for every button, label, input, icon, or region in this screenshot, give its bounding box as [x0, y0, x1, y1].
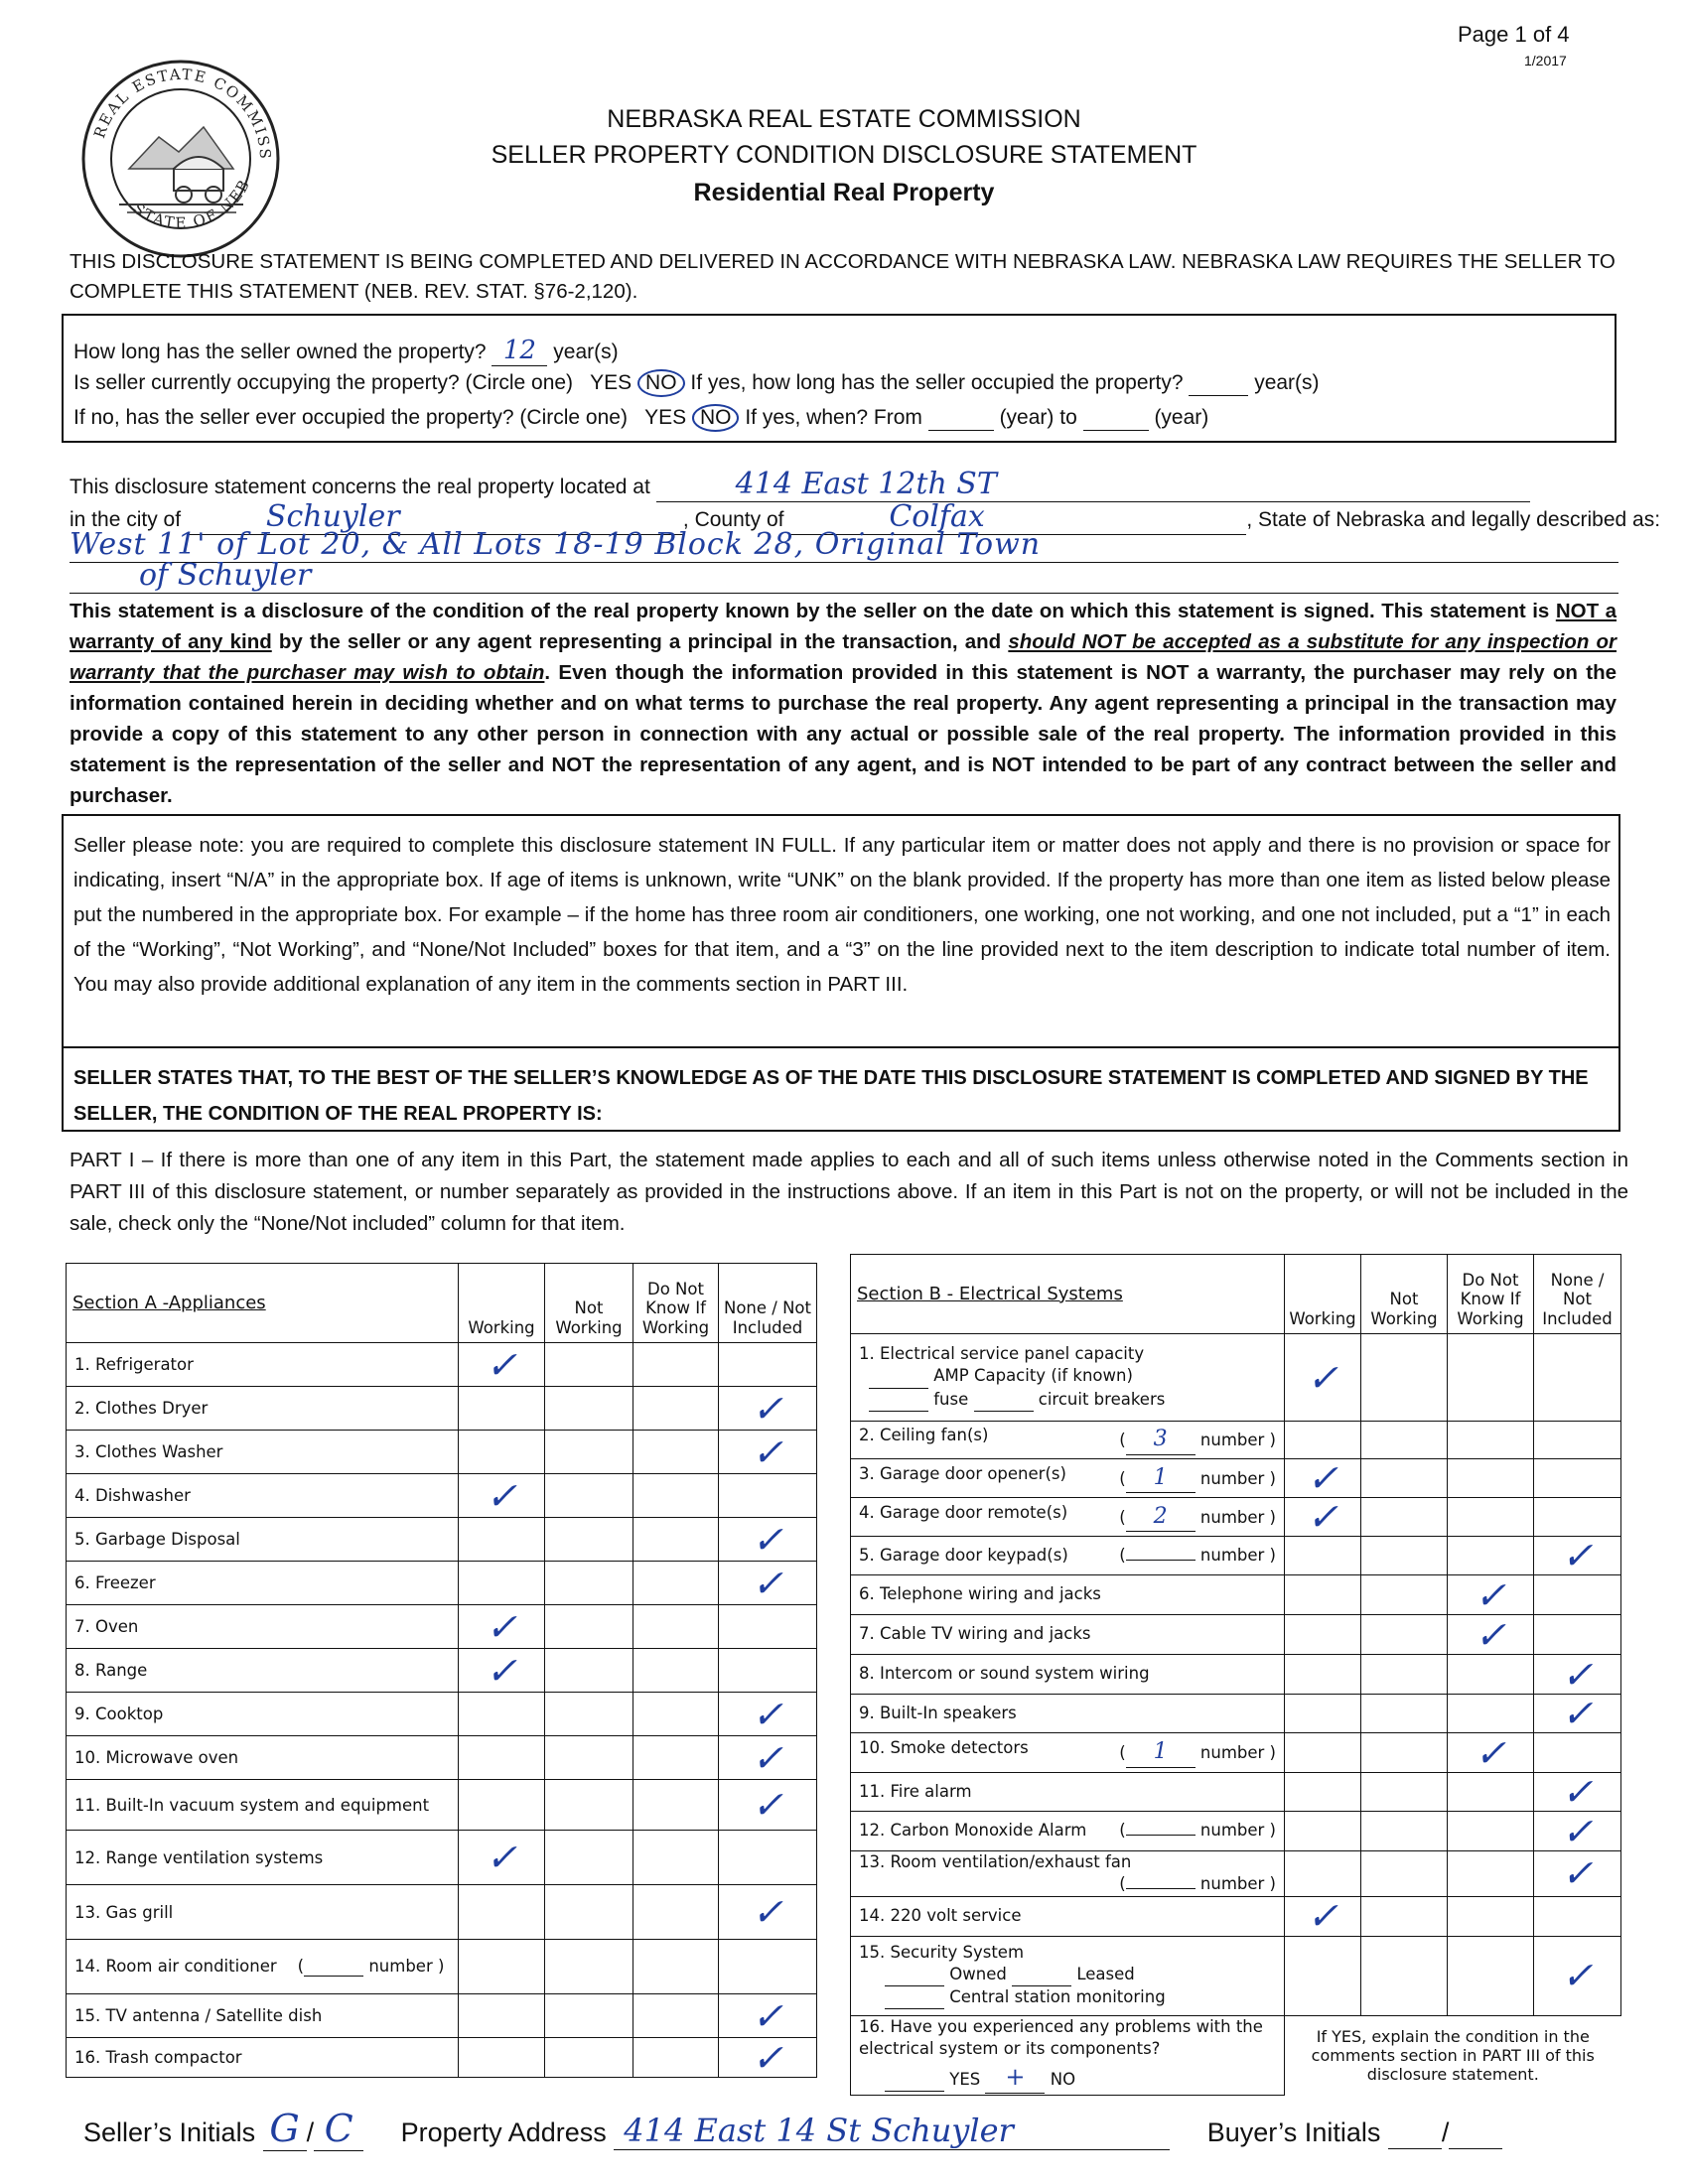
buyer-initials-label: Buyer’s Initials — [1206, 2117, 1381, 2147]
section-a-appliances-table — [66, 1263, 817, 2078]
status-cell-n[interactable] — [1534, 1422, 1621, 1459]
electrical-label: 16. Have you experienced any problems with the electrical system or its components? YES + NO — [851, 2015, 1285, 2095]
table-row — [67, 1780, 817, 1831]
seller-initials-1[interactable]: G — [263, 2107, 307, 2151]
status-cell-w[interactable] — [1285, 1695, 1361, 1733]
col-dont-know: Do Not Know If Working — [1448, 1255, 1534, 1334]
legal-description-line1[interactable]: West 11' of Lot 20, & All Lots 18-19 Block 28, Original Town — [70, 527, 1618, 563]
status-cell-nw[interactable] — [545, 1605, 633, 1649]
status-cell-w[interactable] — [1285, 1812, 1361, 1851]
checkmark: ✓ — [1561, 1851, 1594, 1896]
table-row — [851, 1655, 1621, 1695]
status-cell-nw[interactable] — [1361, 1896, 1448, 1936]
status-cell-w[interactable] — [1285, 1575, 1361, 1615]
seller-initials-2[interactable]: C — [314, 2107, 363, 2151]
status-cell-n[interactable] — [719, 1940, 817, 1994]
seller-initials-label: Seller’s Initials — [83, 2117, 256, 2147]
checkmark: ✓ — [1307, 1355, 1338, 1400]
status-cell-d[interactable] — [1448, 1422, 1534, 1459]
status-cell-nw[interactable] — [1361, 1334, 1448, 1422]
table-row — [67, 2038, 817, 2078]
status-cell-w[interactable] — [1285, 1773, 1361, 1812]
owned-years-value[interactable]: 12 — [492, 336, 547, 366]
appliance-label: 3. Clothes Washer — [67, 1431, 459, 1474]
status-cell-d[interactable] — [1448, 1695, 1534, 1733]
status-cell-nw[interactable] — [545, 1387, 633, 1431]
table-row — [851, 1537, 1621, 1575]
status-cell-nw[interactable] — [545, 2038, 633, 2078]
status-cell-nw[interactable] — [545, 1431, 633, 1474]
status-cell-w[interactable] — [459, 1885, 545, 1940]
status-cell-d[interactable] — [1448, 1498, 1534, 1537]
status-cell-w[interactable] — [459, 1780, 545, 1831]
checkmark: ✓ — [1475, 1730, 1506, 1775]
svg-text:STATE OF NEBRASKA: STATE OF NEB — [129, 175, 254, 232]
status-cell-n[interactable] — [719, 1885, 817, 1940]
electrical-label: 1. Electrical service panel capacity AMP Capacity (if known) fuse circuit breakers — [851, 1334, 1285, 1422]
status-cell-n[interactable] — [719, 1736, 817, 1780]
status-cell-d[interactable] — [1448, 1896, 1534, 1936]
checkmark: ✓ — [752, 1993, 783, 2038]
table-row — [851, 1615, 1621, 1655]
occupying-question: Is seller currently occupying the property? (Circle one) YES NO If yes, how long has the seller occupied the property? year(s) — [73, 369, 1320, 397]
table-row — [67, 1343, 817, 1387]
section-b-title: Section B - Electrical Systems — [851, 1255, 1285, 1334]
status-cell-d[interactable] — [633, 1649, 719, 1693]
checkmark: ✓ — [1307, 1456, 1338, 1500]
status-cell-n[interactable] — [1534, 1936, 1621, 2015]
page-number: Page 1 of 4 — [1458, 22, 1570, 47]
appliance-label: 15. TV antenna / Satellite dish — [67, 1994, 459, 2038]
table-row — [851, 2015, 1621, 2095]
col-none: None / Not Included — [1534, 1255, 1621, 1334]
status-cell-w[interactable] — [459, 2038, 545, 2078]
status-cell-d[interactable] — [633, 1562, 719, 1605]
part-one-instructions: PART I – If there is more than one of any item in this Part, the statement made applies to each and all of such items unless otherwise noted in the Comments section in PART III of this disclosure statement, or number separately as provided in the instructions above. If an item in this Part is not on the property, or will not be included in the sale, check only the “None/Not included” column for that item. — [70, 1149, 1628, 1235]
status-cell-nw[interactable] — [545, 1474, 633, 1518]
legal-description-line2[interactable]: of Schuyler — [70, 558, 1618, 594]
table-row — [851, 1733, 1621, 1773]
status-cell-d[interactable] — [1448, 1537, 1534, 1575]
status-cell-w[interactable] — [1285, 1733, 1361, 1773]
table-row — [67, 1885, 817, 1940]
property-address-label: Property Address — [400, 2117, 607, 2147]
status-cell-nw[interactable] — [1361, 1498, 1448, 1537]
electrical-label: 11. Fire alarm — [851, 1773, 1285, 1812]
electrical-label: 12. Carbon Monoxide Alarm ( number ) — [851, 1812, 1285, 1851]
status-cell-d[interactable] — [633, 1885, 719, 1940]
ever-occupied-question: If no, has the seller ever occupied the property? (Circle one) YES NO If yes, when? From (year) to (year) — [73, 404, 1208, 432]
property-address-field[interactable]: 414 East 12th ST — [656, 467, 1530, 502]
checkmark: ✓ — [752, 1890, 783, 1934]
status-cell-w[interactable] — [1285, 1894, 1361, 1939]
status-cell-w[interactable] — [459, 1343, 545, 1387]
status-cell-w[interactable] — [1285, 1655, 1361, 1695]
status-cell-n[interactable] — [719, 1994, 817, 2038]
occupying-no-circled[interactable]: NO — [637, 369, 685, 397]
appliance-label: 11. Built-In vacuum system and equipment — [67, 1780, 459, 1831]
appliance-label: 13. Gas grill — [67, 1885, 459, 1940]
status-cell-n[interactable] — [719, 1474, 817, 1518]
status-cell-d[interactable] — [633, 1605, 719, 1649]
status-cell-w[interactable] — [459, 1474, 545, 1518]
status-cell-n[interactable] — [1534, 1575, 1621, 1615]
col-not-working: Not Working — [1361, 1255, 1448, 1334]
seller-states-text: SELLER STATES THAT, TO THE BEST OF THE SELLER’S KNOWLEDGE AS OF THE DATE THIS DISCLOSURE STATEMENT IS COMPLETED AND SIGNED BY THE SELLER, THE CONDITION OF THE REAL PROPERTY IS: — [73, 1067, 1589, 1125]
status-cell-d[interactable] — [633, 1474, 719, 1518]
table-row — [851, 1695, 1621, 1733]
status-cell-n[interactable] — [1534, 1334, 1621, 1422]
table-row — [67, 1831, 817, 1885]
status-cell-n[interactable] — [719, 1343, 817, 1387]
status-cell-n[interactable] — [1534, 1770, 1621, 1814]
appliance-label: 10. Microwave oven — [67, 1736, 459, 1780]
status-cell-w[interactable] — [1285, 1334, 1361, 1422]
appliance-label: 12. Range ventilation systems — [67, 1831, 459, 1885]
electrical-label: 4. Garage door remote(s) ( 2 number ) — [851, 1498, 1285, 1537]
status-cell-w[interactable] — [459, 1562, 545, 1605]
electrical-label: 2. Ceiling fan(s) ( 3 number ) — [851, 1422, 1285, 1459]
status-cell-nw[interactable] — [1361, 1615, 1448, 1655]
status-cell-n[interactable] — [1534, 1534, 1621, 1577]
table-row — [851, 1459, 1621, 1498]
checkmark: ✓ — [1561, 1770, 1594, 1814]
appliance-label: 7. Oven — [67, 1605, 459, 1649]
checkmark: ✓ — [1307, 1894, 1338, 1939]
col-working: Working — [1285, 1255, 1361, 1334]
status-cell-d[interactable] — [633, 1736, 719, 1780]
status-cell-d[interactable] — [633, 2038, 719, 2078]
status-cell-n[interactable] — [1534, 1809, 1621, 1853]
status-cell-n[interactable] — [719, 1605, 817, 1649]
table-row — [67, 1518, 817, 1562]
checkmark: ✓ — [486, 1836, 517, 1879]
footer-property-address[interactable]: 414 East 14 St Schuyler — [614, 2112, 1170, 2150]
electrical-label: 15. Security System Owned Leased Central station monitoring — [851, 1936, 1285, 2015]
status-cell-nw[interactable] — [545, 1693, 633, 1736]
appliance-label: 4. Dishwasher — [67, 1474, 459, 1518]
table-row — [851, 1896, 1621, 1936]
checkmark: ✓ — [486, 1648, 517, 1693]
status-cell-nw[interactable] — [545, 1736, 633, 1780]
status-cell-w[interactable] — [1285, 1615, 1361, 1655]
status-cell-w[interactable] — [459, 1736, 545, 1780]
checkmark: ✓ — [1561, 1954, 1594, 1998]
status-cell-nw[interactable] — [1361, 1459, 1448, 1498]
status-cell-n[interactable] — [719, 1693, 817, 1736]
table-row — [67, 1562, 817, 1605]
checkmark: ✓ — [1561, 1809, 1594, 1853]
status-cell-nw[interactable] — [1361, 1936, 1448, 2015]
appliance-label: 6. Freezer — [67, 1562, 459, 1605]
status-cell-nw[interactable] — [1361, 1773, 1448, 1812]
electrical-label: 8. Intercom or sound system wiring — [851, 1655, 1285, 1695]
header-subtitle: Residential Real Property — [693, 179, 995, 206]
appliance-label: 8. Range — [67, 1649, 459, 1693]
appliance-label: 2. Clothes Dryer — [67, 1387, 459, 1431]
checkmark: ✓ — [1561, 1652, 1594, 1697]
form-date: 1/2017 — [1524, 53, 1567, 68]
explain-note: If YES, explain the condition in the comments section in PART III of this disclosure statement. — [1311, 2026, 1595, 2084]
status-cell-d[interactable] — [633, 1831, 719, 1885]
col-working: Working — [459, 1264, 545, 1343]
table-row — [851, 1936, 1621, 2015]
status-cell-n[interactable] — [1534, 1652, 1621, 1697]
status-cell-n[interactable] — [1534, 1615, 1621, 1655]
status-cell-d[interactable] — [1448, 1612, 1534, 1657]
status-cell-nw[interactable] — [545, 1994, 633, 2038]
checkmark: ✓ — [752, 1386, 783, 1431]
col-not-working: Not Working — [545, 1264, 633, 1343]
checkmark: ✓ — [1307, 1495, 1338, 1539]
status-cell-n[interactable] — [719, 1387, 817, 1431]
table-row — [851, 1422, 1621, 1459]
status-cell-w[interactable] — [459, 1605, 545, 1649]
status-cell-n[interactable] — [719, 1831, 817, 1885]
status-cell-d[interactable] — [1448, 1572, 1534, 1617]
electrical-label: 7. Cable TV wiring and jacks — [851, 1615, 1285, 1655]
status-cell-nw[interactable] — [1361, 1851, 1448, 1897]
status-cell-nw[interactable] — [1361, 1575, 1448, 1615]
status-cell-w[interactable] — [459, 1387, 545, 1431]
status-cell-d[interactable] — [633, 1693, 719, 1736]
intro-text: THIS DISCLOSURE STATEMENT IS BEING COMPLETED AND DELIVERED IN ACCORDANCE WITH NEBRASKA LAW. NEBRASKA LAW REQUIRES THE SELLER TO COMPLETE THIS STATEMENT (NEB. REV. STAT. §76-2,120). — [70, 250, 1616, 303]
checkmark: ✓ — [1561, 1534, 1594, 1577]
county-field[interactable]: Colfax — [789, 499, 1246, 535]
checkmark: ✓ — [486, 1473, 517, 1518]
table-row — [67, 1940, 817, 1994]
electrical-label: 6. Telephone wiring and jacks — [851, 1575, 1285, 1615]
electrical-label: 3. Garage door opener(s) ( 1 number ) — [851, 1459, 1285, 1498]
status-cell-n[interactable] — [1534, 1459, 1621, 1498]
status-cell-d[interactable] — [1448, 1812, 1534, 1851]
footer-line: Seller’s Initials G / C Property Address 414 East 14 St Schuyler Buyer’s Initials / — [83, 2107, 1502, 2151]
status-cell-d[interactable] — [1448, 1851, 1534, 1897]
table-row — [851, 1773, 1621, 1812]
electrical-label: 14. 220 volt service — [851, 1896, 1285, 1936]
status-cell-n[interactable] — [719, 1562, 817, 1605]
ever-occupied-yes[interactable]: YES — [644, 406, 687, 429]
status-cell-nw[interactable] — [1361, 1655, 1448, 1695]
table-row — [851, 1575, 1621, 1615]
buyer-initials-2[interactable] — [1449, 2117, 1502, 2149]
checkmark: ✓ — [486, 1342, 517, 1387]
status-cell-nw[interactable] — [1361, 1733, 1448, 1773]
electrical-label: 10. Smoke detectors ( 1 number ) — [851, 1733, 1285, 1773]
checkmark: ✓ — [752, 1692, 783, 1736]
status-cell-nw[interactable] — [1361, 1537, 1448, 1575]
city-county-line: in the city of Schuyler , County of Colfax , State of Nebraska and legally described as: — [70, 499, 1661, 534]
table-row — [851, 1851, 1621, 1897]
status-cell-w[interactable] — [1285, 1456, 1361, 1500]
status-cell-d[interactable] — [1448, 1936, 1534, 2015]
status-cell-d[interactable] — [1448, 1334, 1534, 1422]
status-cell-d[interactable] — [633, 1518, 719, 1562]
status-cell-nw[interactable] — [545, 1343, 633, 1387]
appliance-label: 14. Room air conditioner ( number ) — [67, 1940, 459, 1994]
table-row — [67, 1474, 817, 1518]
status-cell-w[interactable] — [459, 1431, 545, 1474]
status-cell-nw[interactable] — [1361, 1422, 1448, 1459]
status-cell-d[interactable] — [633, 1343, 719, 1387]
appliance-label: 16. Trash compactor — [67, 2038, 459, 2078]
status-cell-d[interactable] — [1448, 1655, 1534, 1695]
owned-question: How long has the seller owned the property? 12 year(s) — [73, 336, 619, 365]
property-location-line: This disclosure statement concerns the real property located at 414 East 12th ST — [70, 467, 1530, 502]
electrical-label: 5. Garage door keypad(s) ( number ) — [851, 1537, 1285, 1575]
header-form-title: SELLER PROPERTY CONDITION DISCLOSURE STATEMENT — [491, 141, 1197, 169]
table-row — [67, 1649, 817, 1693]
status-cell-n[interactable] — [719, 1780, 817, 1831]
checkmark: ✓ — [1561, 1692, 1594, 1735]
table-row — [67, 1387, 817, 1431]
status-cell-nw[interactable] — [545, 1831, 633, 1885]
ever-occupied-no-circled[interactable]: NO — [692, 404, 740, 432]
status-cell-d[interactable] — [633, 1940, 719, 1994]
status-cell-n[interactable] — [1534, 1896, 1621, 1936]
status-cell-w[interactable] — [459, 1693, 545, 1736]
buyer-initials-1[interactable] — [1388, 2117, 1442, 2149]
status-cell-n[interactable] — [719, 1649, 817, 1693]
status-cell-w[interactable] — [1285, 1422, 1361, 1459]
status-cell-w[interactable] — [459, 1518, 545, 1562]
city-field[interactable]: Schuyler — [187, 499, 683, 535]
status-cell-nw[interactable] — [545, 1518, 633, 1562]
table-row — [67, 1994, 817, 2038]
status-cell-w[interactable] — [1285, 1936, 1361, 2015]
table-row — [67, 1431, 817, 1474]
checkmark: ✓ — [752, 1735, 783, 1780]
seller-note-text: Seller please note: you are required to complete this disclosure statement IN FULL. If any particular item or matter does not apply and there is no provision or space for indicating, insert “N/A” in the appropriate box. If age of items is unknown, write “UNK” on the blank provided. If the property has more than one item as listed below please put the numbered in the appropriate box. For example – if the home has three room air conditioners, one working, one not working, and one not included, put a “1” in each of the “Working”, “Not Working”, and “None/Not Included” boxes for that item, and a “3” on the line provided next to the item description to indicate total number of item. You may also provide additional explanation of any item in the comments section in PART III. — [73, 834, 1611, 996]
status-cell-n[interactable] — [719, 1431, 817, 1474]
status-cell-d[interactable] — [633, 1387, 719, 1431]
status-cell-w[interactable] — [1285, 1537, 1361, 1575]
table-row — [67, 1736, 817, 1780]
status-cell-w[interactable] — [1285, 1851, 1361, 1897]
status-cell-nw[interactable] — [545, 1649, 633, 1693]
appliance-label: 1. Refrigerator — [67, 1343, 459, 1387]
checkmark: ✓ — [752, 1430, 783, 1474]
status-cell-nw[interactable] — [1361, 1812, 1448, 1851]
col-none: None / Not Included — [719, 1264, 817, 1343]
checkmark: ✓ — [752, 1783, 783, 1827]
status-cell-w[interactable] — [459, 1649, 545, 1693]
status-cell-d[interactable] — [633, 1994, 719, 2038]
occupying-yes[interactable]: YES — [590, 371, 633, 394]
checkmark: ✓ — [752, 1561, 783, 1605]
disclosure-statement-paragraph: This statement is a disclosure of the condition of the real property known by the seller on the date on which this statement is signed. This statement is NOT a warranty of any kind by the seller or any agent representing a principal in the transaction, and should NOT be accepted as a substitute for any inspection or warranty that the purchaser may wish to obtain. Even though the information provided in this statement is NOT a warranty, the purchaser may rely on the information contained herein in deciding whether and on what terms to purchase the real property. Any agent representing a principal in the transaction may provide a copy of this statement to any other person in connection with any actual or possible sale of the real property. The information provided in this statement is the representation of the seller and NOT the representation of any agent, and is NOT intended to be part of any contract between the seller and purchaser. — [70, 600, 1618, 807]
status-cell-n[interactable] — [1534, 1692, 1621, 1735]
status-cell-n[interactable] — [719, 1518, 817, 1562]
svg-text:REAL ESTATE COMMISSION: REAL ESTATE COMMISS — [90, 65, 275, 162]
status-cell-nw[interactable] — [1361, 1695, 1448, 1733]
status-cell-nw[interactable] — [545, 1780, 633, 1831]
checkmark: ✓ — [752, 2035, 783, 2080]
status-cell-d[interactable] — [633, 1780, 719, 1831]
table-row — [67, 1693, 817, 1736]
status-cell-n[interactable] — [1534, 1851, 1621, 1897]
electrical-label: 9. Built-In speakers — [851, 1695, 1285, 1733]
table-row — [851, 1498, 1621, 1537]
status-cell-w[interactable] — [459, 1831, 545, 1885]
status-cell-d[interactable] — [633, 1431, 719, 1474]
electrical-label: 13. Room ventilation/exhaust fan ( number ) — [851, 1851, 1285, 1897]
section-a-title: Section A -Appliances — [67, 1264, 459, 1343]
status-cell-w[interactable] — [1285, 1495, 1361, 1539]
status-cell-w[interactable] — [459, 1994, 545, 2038]
header-commission: NEBRASKA REAL ESTATE COMMISSION — [607, 105, 1081, 133]
status-cell-n[interactable] — [1534, 1498, 1621, 1537]
section-b-electrical-table — [850, 1254, 1621, 2096]
checkmark: ✓ — [1475, 1612, 1506, 1657]
table-row — [851, 1334, 1621, 1422]
table-row — [851, 1812, 1621, 1851]
table-row — [67, 1605, 817, 1649]
appliance-label: 9. Cooktop — [67, 1693, 459, 1736]
status-cell-d[interactable] — [1448, 1459, 1534, 1498]
status-cell-n[interactable] — [1534, 1733, 1621, 1773]
checkmark: ✓ — [486, 1604, 517, 1649]
status-cell-nw[interactable] — [545, 1940, 633, 1994]
status-cell-n[interactable] — [719, 2035, 817, 2080]
status-cell-nw[interactable] — [545, 1885, 633, 1940]
status-cell-d[interactable] — [1448, 1730, 1534, 1775]
col-dont-know: Do Not Know If Working — [633, 1264, 719, 1343]
status-cell-w[interactable] — [459, 1940, 545, 1994]
status-cell-nw[interactable] — [545, 1562, 633, 1605]
appliance-label: 5. Garbage Disposal — [67, 1518, 459, 1562]
status-cell-d[interactable] — [1448, 1773, 1534, 1812]
checkmark: ✓ — [1475, 1572, 1506, 1617]
checkmark: ✓ — [752, 1517, 783, 1562]
